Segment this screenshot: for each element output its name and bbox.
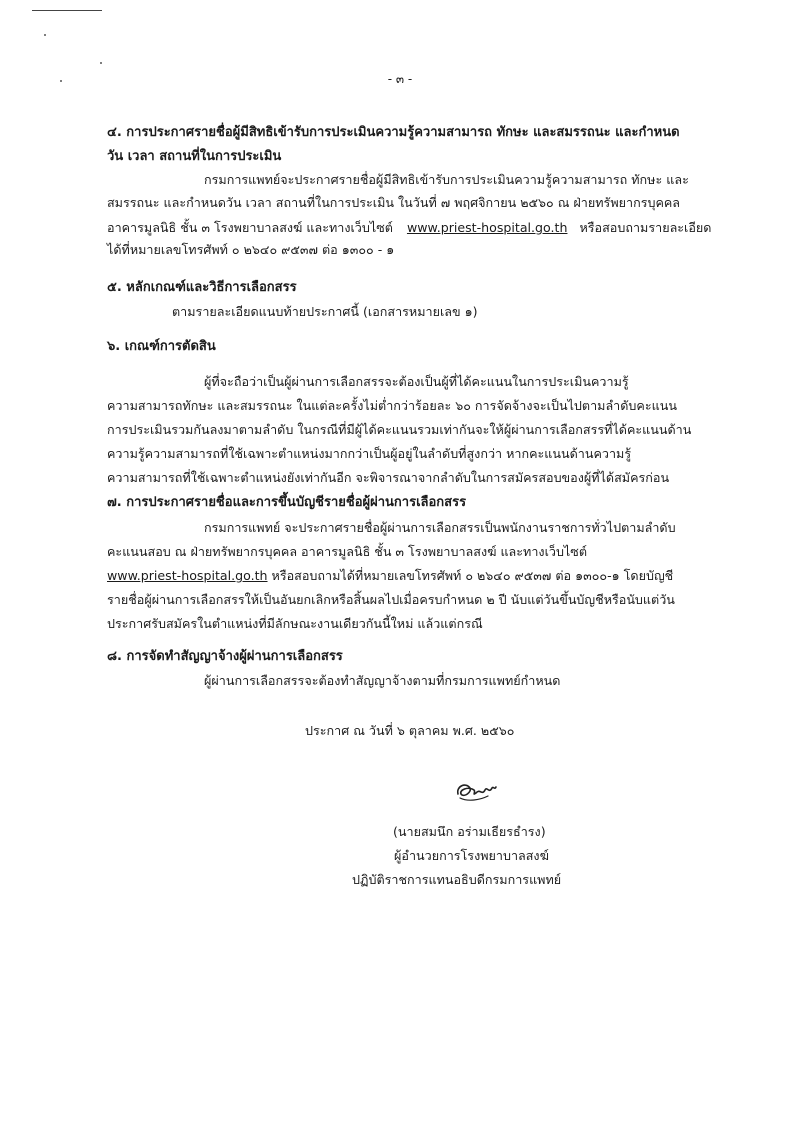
section8-paragraph: ผู้ผ่านการเลือกสรรจะต้องทำสัญญาจ้างตามที่กรมการแพทย์กำหนด [204, 673, 561, 688]
section4-heading-line2: วัน เวลา สถานที่ในการประเมิน [107, 149, 282, 164]
announcement-date: ประกาศ ณ วันที่ ๖ ตุลาคม พ.ศ. ๒๕๖๐ [305, 723, 515, 738]
handwritten-signature-icon [452, 776, 500, 806]
section6-paragraph-line1: ผู้ที่จะถือว่าเป็นผู้ผ่านการเลือกสรรจะต้องเป็นผู้ที่ได้คะแนนในการประเมินความรู้ [204, 374, 629, 389]
scan-speck [44, 34, 46, 36]
signer-position: ผู้อำนวยการโรงพยาบาลสงฆ์ [394, 848, 549, 863]
section5-paragraph: ตามรายละเอียดแนบท้ายประกาศนี้ (เอกสารหมายเลข ๑) [172, 304, 478, 319]
section4-heading-line1: ๔. การประกาศรายชื่อผู้มีสิทธิเข้ารับการประเมินความรู้ความสามารถ ทักษะ และสมรรถนะ และกำหนด [107, 125, 680, 140]
scan-speck [100, 62, 102, 64]
section6-paragraph-line5: ความสามารถที่ใช้เฉพาะตำแหน่งยังเท่ากันอีก จะพิจารณาจากลำดับในการสมัครสอบของผู้ที่ได้สมัครก่อน [107, 470, 670, 485]
section5-heading: ๕. หลักเกณฑ์และวิธีการเลือกสรร [107, 280, 297, 295]
section8-heading: ๘. การจัดทำสัญญาจ้างผู้ผ่านการเลือกสรร [107, 649, 343, 664]
page-number: - ๓ - [387, 72, 413, 86]
signer-name: (นายสมนึก อร่ามเธียรธำรง) [393, 824, 546, 839]
section4-paragraph-line3 [107, 218, 711, 238]
section4-text-after-link: หรือสอบถามรายละเอียด [579, 220, 712, 235]
section6-heading: ๖. เกณฑ์การตัดสิน [107, 339, 216, 354]
section6-paragraph-line4: ความรู้ความสามารถที่ใช้เฉพาะตำแหน่งมากกว่าเป็นผู้อยู่ในลำดับที่สูงกว่า หากคะแนนด้านความรู้ [107, 446, 632, 461]
section7-text-after-link: หรือสอบถามได้ที่หมายเลขโทรศัพท์ ๐ ๒๖๔๐ ๙๕๓๗ ต่อ ๑๓๐๐-๑ โดยบัญชี [267, 568, 674, 583]
section7-paragraph-line4: รายชื่อผู้ผ่านการเลือกสรรให้เป็นอันยกเลิกหรือสิ้นผลไปเมื่อครบกำหนด ๒ ปี นับแต่วันขึ้นบัญชีหรือนับแต่วัน [107, 592, 675, 607]
section7-paragraph-line3 [107, 566, 673, 586]
section7-paragraph-line2: คะแนนสอบ ณ ฝ่ายทรัพยากรบุคคล อาคารมูลนิธิ ชั้น ๓ โรงพยาบาลสงฆ์ และทางเว็บไซต์ [107, 544, 587, 559]
section4-paragraph-line1: กรมการแพทย์จะประกาศรายชื่อผู้มีสิทธิเข้ารับการประเมินความรู้ความสามารถ ทักษะ และ [204, 172, 689, 187]
section7-heading: ๗. การประกาศรายชื่อและการขึ้นบัญชีรายชื่อผู้ผ่านการเลือกสรร [107, 495, 467, 510]
section4-paragraph-line4: ได้ที่หมายเลขโทรศัพท์ ๐ ๒๖๔๐ ๙๕๓๗ ต่อ ๑๓๐๐ - ๑ [107, 242, 395, 257]
hospital-website-link[interactable]: www.priest-hospital.go.th [107, 568, 268, 583]
section7-paragraph-line5: ประกาศรับสมัครในตำแหน่งที่มีลักษณะงานเดียวกันนี้ใหม่ แล้วแต่กรณี [107, 616, 483, 631]
top-edge-line [32, 10, 102, 11]
section4-paragraph-line2: สมรรถนะ และกำหนดวัน เวลา สถานที่ในการประเมิน ในวันที่ ๗ พฤศจิกายน ๒๕๖๐ ณ ฝ่ายทรัพยากรบุคคล [107, 195, 681, 210]
section6-paragraph-line3: การประเมินรวมกันลงมาตามลำดับ ในกรณีที่มีผู้ได้คะแนนรวมเท่ากันจะให้ผู้ผ่านการเลือกสรรที่ได้คะแนนด้าน [107, 422, 692, 437]
signer-acting-for: ปฏิบัติราชการแทนอธิบดีกรมการแพทย์ [352, 872, 562, 887]
section6-paragraph-line2: ความสามารถทักษะ และสมรรถนะ ในแต่ละครั้งไม่ต่ำกว่าร้อยละ ๖๐ การจัดจ้างจะเป็นไปตามลำดับคะแนน [107, 398, 677, 413]
section4-text-before-link: อาคารมูลนิธิ ชั้น ๓ โรงพยาบาลสงฆ์ และทางเว็บไซต์ [107, 220, 393, 235]
section7-paragraph-line1: กรมการแพทย์ จะประกาศรายชื่อผู้ผ่านการเลือกสรรเป็นพนักงานราชการทั่วไปตามลำดับ [204, 520, 676, 535]
hospital-website-link[interactable]: www.priest-hospital.go.th [406, 220, 568, 235]
